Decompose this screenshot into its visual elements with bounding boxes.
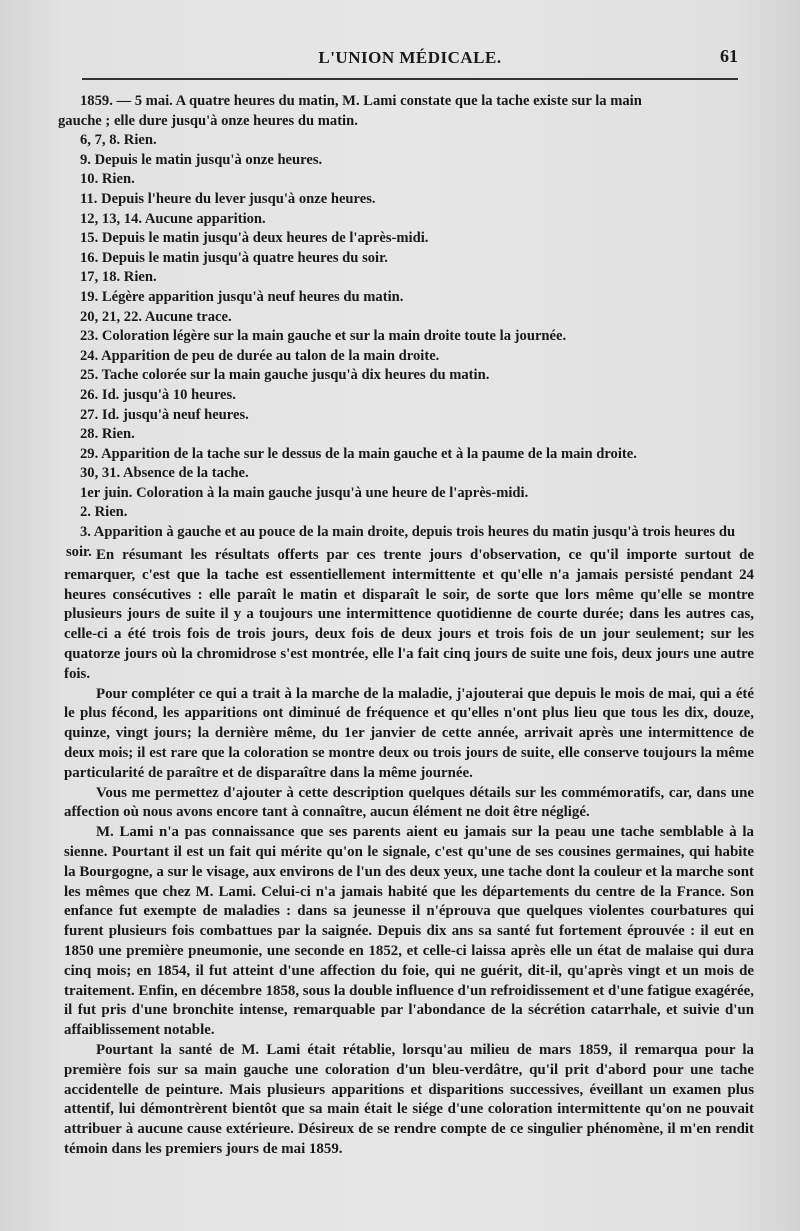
log-entry	[58, 92, 760, 131]
log-entry: 3. Apparition à gauche et au pouce de la main droite, depuis trois heures du matin jusqu'à trois heures du soir.	[66, 524, 736, 560]
log-entry: 6, 7, 8. Rien.	[80, 132, 157, 149]
body-text	[64, 546, 754, 1160]
log-entry: 17, 18. Rien.	[80, 269, 157, 286]
log-entry: 24. Apparition de peu de durée au talon de la main droite.	[80, 347, 440, 364]
log-entry: 30, 31. Absence de la tache.	[80, 465, 249, 482]
paragraph: En résumant les résultats offerts par ces trente jours d'observation, ce qu'il importe surtout de remarquer, c'est que la tache est essentiellement intermittente et qu'elle n'a jamais persisté pendant 24 heures consécutives : elle paraît le matin et disparaît le soir, de sorte que lors même qu'elle se montre plusieurs jours de suite il y a toujours une intermittence quotidienne de courte durée; dans les autres cas, celle-ci a été trois fois de trois jours, deux fois de deux jours et trois fois de un jour seulement; sur les quatorze jours où la chromidrose s'est montrée, elle l'a fait cinq jours de suite une fois, deux jours une autre fois.	[64, 547, 754, 682]
log-entry: 15. Depuis le matin jusqu'à deux heures de l'après-midi.	[80, 230, 429, 247]
page-number: 61	[720, 46, 738, 66]
log-entry: 27. Id. jusqu'à neuf heures.	[80, 406, 249, 423]
paragraph: M. Lami n'a pas connaissance que ses parents aient eu jamais sur la peau une tache semblable à la sienne. Pourtant il est un fait qui mérite qu'on le signale, c'est qu'une de ses cousines germaines, qui habite la Bourgogne, a sur le visage, aux environs de l'un des deux yeux, une tache dont la couleur et la marche sont les mêmes que chez M. Lami. Celui-ci n'a jamais habité que les départements du centre de la France. Son enfance fut exempte de maladies : dans sa jeunesse il n'éprouva que quelques violentes courbatures qui furent plusieurs fois combattues par la saignée. Depuis dix ans sa santé fut fortement éprouvée : il eut en 1850 une première pneumonie, une seconde en 1852, et celle-ci laissa après elle un état de malaise qui dura cinq mois; en 1854, il fut atteint d'une affection du foie, qui ne guérit, dit-il, qu'après vingt et un mois de traitement. Enfin, en décembre 1858, sous la double influence d'un refroidissement et d'une fatigue exagérée, il fut pris d'une bronchite intense, remarquable par l'abondance de la sécrétion catarrhale, et suivie d'un affaiblissement notable.	[64, 824, 754, 1039]
log-entry: 2. Rien.	[80, 504, 128, 521]
paragraph: Vous me permettez d'ajouter à cette description quelques détails sur les commémoratifs, car, dans une affection où nous avons encore tant à connaître, aucun élément ne doit être négligé.	[64, 784, 754, 821]
log-entry: 26. Id. jusqu'à 10 heures.	[80, 386, 236, 403]
log-entry: 29. Apparition de la tache sur le dessus de la main gauche et à la paume de la main droite.	[80, 445, 637, 462]
log-entry: 23. Coloration légère sur la main gauche et sur la main droite toute la journée.	[80, 328, 567, 345]
log-entry: 10. Rien.	[80, 171, 135, 188]
log-entry: 25. Tache colorée sur la main gauche jusqu'à dix heures du matin.	[80, 367, 490, 384]
log-entry: 11. Depuis l'heure du lever jusqu'à onze heures.	[80, 190, 376, 207]
running-title: L'UNION MÉDICALE.	[318, 48, 502, 67]
log-entry: 1er juin. Coloration à la main gauche jusqu'à une heure de l'après-midi.	[80, 484, 529, 501]
paragraph: Pourtant la santé de M. Lami était rétablie, lorsqu'au milieu de mars 1859, il remarqua pour la première fois sur sa main gauche une coloration d'un bleu-verdâtre, qu'il prit d'abord pour une tache accidentelle de peinture. Mais plusieurs apparitions et disparitions successives, éveillant un examen plus attentif, lui démontrèrent bientôt que sa main était le siége d'une coloration intermittente qu'on ne pouvait attribuer à aucune cause extérieure. Désireux de se rendre compte de ce singulier phénomène, il m'en rendit témoin dans les premiers jours de mai 1859.	[64, 1041, 754, 1157]
paragraph: Pour compléter ce qui a trait à la marche de la maladie, j'ajouterai que depuis le mois de mai, qui a été le plus fécond, les apparitions ont diminué de fréquence et qu'elles n'ont plus lieu que tous les dix, douze, quinze, vingt jours; la dernière même, du 1er janvier de cette année, arrivait après une intermittence de deux mois; il est rare que la coloration se montre deux ou trois jours de suite, elle conserve toujours la même particularité de paraître et de disparaître dans la même journée.	[64, 685, 754, 781]
header-rule	[82, 78, 738, 80]
observation-log	[58, 92, 760, 562]
log-entry-continuation: gauche ; elle dure jusqu'à onze heures du matin.	[58, 112, 358, 129]
log-entry: 20, 21, 22. Aucune trace.	[80, 308, 232, 325]
log-entry: 9. Depuis le matin jusqu'à onze heures.	[80, 151, 323, 168]
log-entry: 12, 13, 14. Aucune apparition.	[80, 210, 266, 227]
log-entry: 19. Légère apparition jusqu'à neuf heures du matin.	[80, 288, 404, 305]
log-entry: 16. Depuis le matin jusqu'à quatre heures du soir.	[80, 249, 388, 266]
log-entry-lead: 1859. — 5 mai. A quatre heures du matin, M. Lami constate que la tache existe sur la main	[80, 93, 642, 109]
page-header	[80, 46, 740, 74]
log-entry: 28. Rien.	[80, 426, 135, 443]
